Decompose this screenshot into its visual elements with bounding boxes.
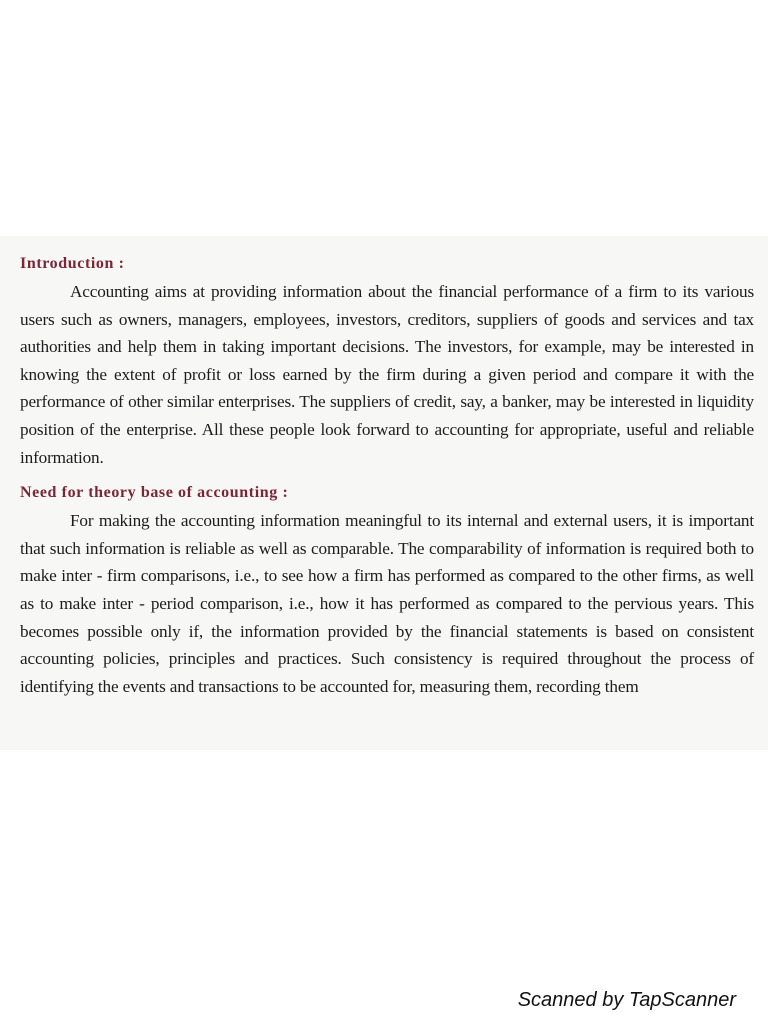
document-body [20, 250, 754, 700]
section-paragraph-introduction: Accounting aims at providing information about the financial performance of a firm to its various users such as owners, managers, employees, investors, creditors, suppliers of goods and services and tax authorities and help them in taking important decisions. The investors, for example, may be interested in knowing the extent of profit or loss earned by the firm during a given period and compare it with the performance of other similar enterprises. The suppliers of credit, say, a banker, may be interested in liquidity position of the enterprise. All these people look forward to accounting for appropriate, useful and reliable information. [20, 282, 754, 467]
section-heading-introduction: Introduction : [20, 255, 125, 272]
scanner-watermark: Scanned by TapScanner [517, 989, 736, 1011]
section-heading-theory-base: Need for theory base of accounting : [20, 484, 289, 502]
section-paragraph-theory-base: For making the accounting information meaningful to its internal and external users, it is important that such information is reliable as well as comparable. The comparability of information is required both to make inter - firm comparisons, i.e., to see how a firm has performed as compared to the other firms, as well as to make inter - period comparison, i.e., how it has performed as compared to the pervious years. This becomes possible only if, the information provided by the financial statements is based on consistent accounting policies, principles and practices. Such consistency is required throughout the process of identifying the events and transactions to be accounted for, measuring them, recording them [20, 511, 754, 696]
